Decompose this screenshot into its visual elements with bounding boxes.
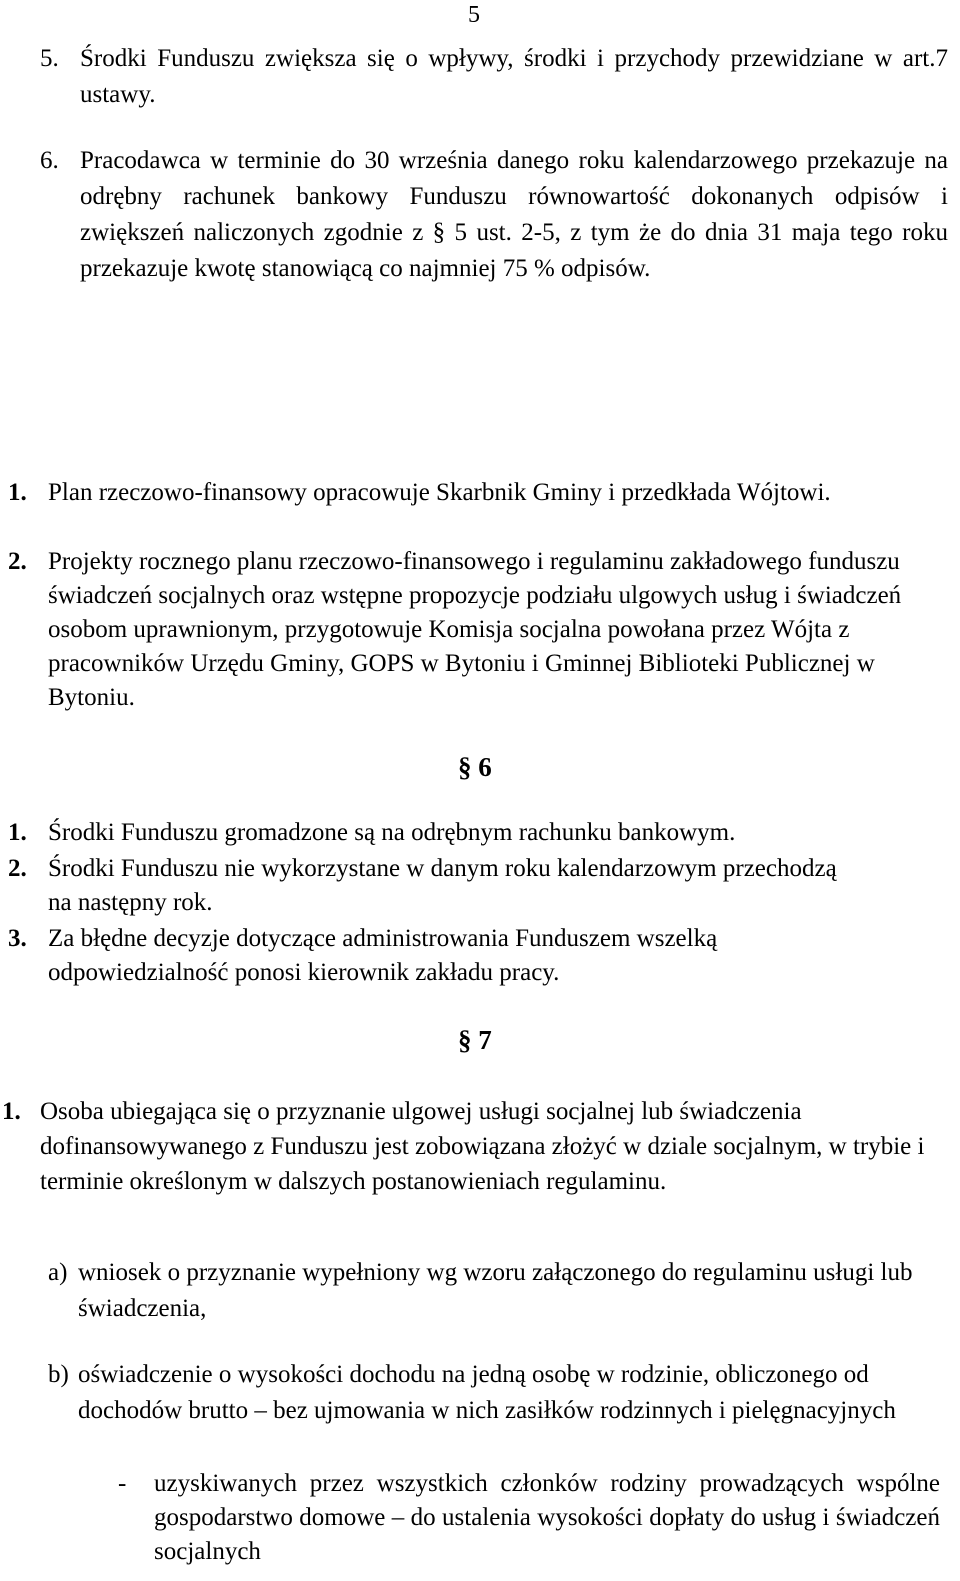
item-number: 1. [2,1098,21,1125]
item-text: Pracodawca w terminie do 30 września danego roku kalendarzowego przekazuje na odrębny rachunek bankowy Funduszu równowartość dokonanych odpisów i zwiększeń naliczonych zgodnie z § 5 ust. 2-5, z tym że do dnia 31 maja tego roku przekazuje kwotę stanowiącą co najmniej 75 % odpisów. [80,147,948,282]
item-text: Środki Funduszu gromadzone są na odrębnym rachunku bankowym. [48,819,736,846]
section-heading: § 7 [458,1025,492,1055]
list-item [48,1357,954,1429]
item-number: 1. [8,819,27,846]
section-heading: § 6 [458,752,492,782]
item-text: Środki Funduszu nie wykorzystane w danym roku kalendarzowym przechodzą na następny rok. [48,855,837,916]
item-label: a) [48,1259,68,1286]
list-item [8,922,948,990]
item-label: - [118,1470,127,1497]
list-item [8,545,948,715]
item-number: 2. [8,548,27,575]
list-item [118,1467,940,1569]
item-number: 1. [8,479,27,506]
item-number: 2. [8,855,27,882]
item-text: wniosek o przyznanie wypełniony wg wzoru załączonego do regulaminu usługi lub świadczenia, [78,1259,913,1322]
item-number: 5. [40,45,59,72]
item-text: Plan rzeczowo-finansowy opracowuje Skarbnik Gminy i przedkłada Wójtowi. [48,479,831,506]
item-label: b) [48,1361,69,1388]
list-item [8,852,948,920]
list-item [8,816,948,850]
item-text: Projekty rocznego planu rzeczowo-finansowego i regulaminu zakładowego funduszu świadczeń socjalnych oraz wstępne propozycje podziału ulgowych usług i świadczeń osobom uprawnionym, przygotowuje Komisja socjalna powołana przez Wójta z pracowników Urzędu Gminy, GOPS w Bytoniu i Gminnej Biblioteki Publicznej w Bytoniu. [48,548,902,711]
item-number: 3. [8,925,27,952]
item-text: uzyskiwanych przez wszystkich członków rodziny prowadzących wspólne gospodarstwo domowe – do ustalenia wysokości dopłaty do usług i świadczeń socjalnych [154,1470,940,1565]
item-number: 6. [40,147,59,174]
page-number: 5 [468,2,480,28]
item-text: oświadczenie o wysokości dochodu na jedną osobę w rodzinie, obliczonego od dochodów brutto – bez ujmowania w nich zasiłków rodzinnych i pielęgnacyjnych [78,1361,896,1424]
list-item [40,143,948,287]
list-item [2,1094,954,1199]
item-text: Środki Funduszu zwiększa się o wpływy, środki i przychody przewidziane w art.7 ustawy. [80,45,948,108]
list-item [8,476,948,510]
item-text: Za błędne decyzje dotyczące administrowania Funduszem wszelką odpowiedzialność ponosi kierownik zakładu pracy. [48,925,718,986]
item-text: Osoba ubiegająca się o przyznanie ulgowej usługi socjalnej lub świadczenia dofinansowywanego z Funduszu jest zobowiązana złożyć w dziale socjalnym, w trybie i terminie określonym w dalszych postanowieniach regulaminu. [40,1098,925,1195]
list-item [40,41,948,113]
list-item [48,1255,954,1327]
